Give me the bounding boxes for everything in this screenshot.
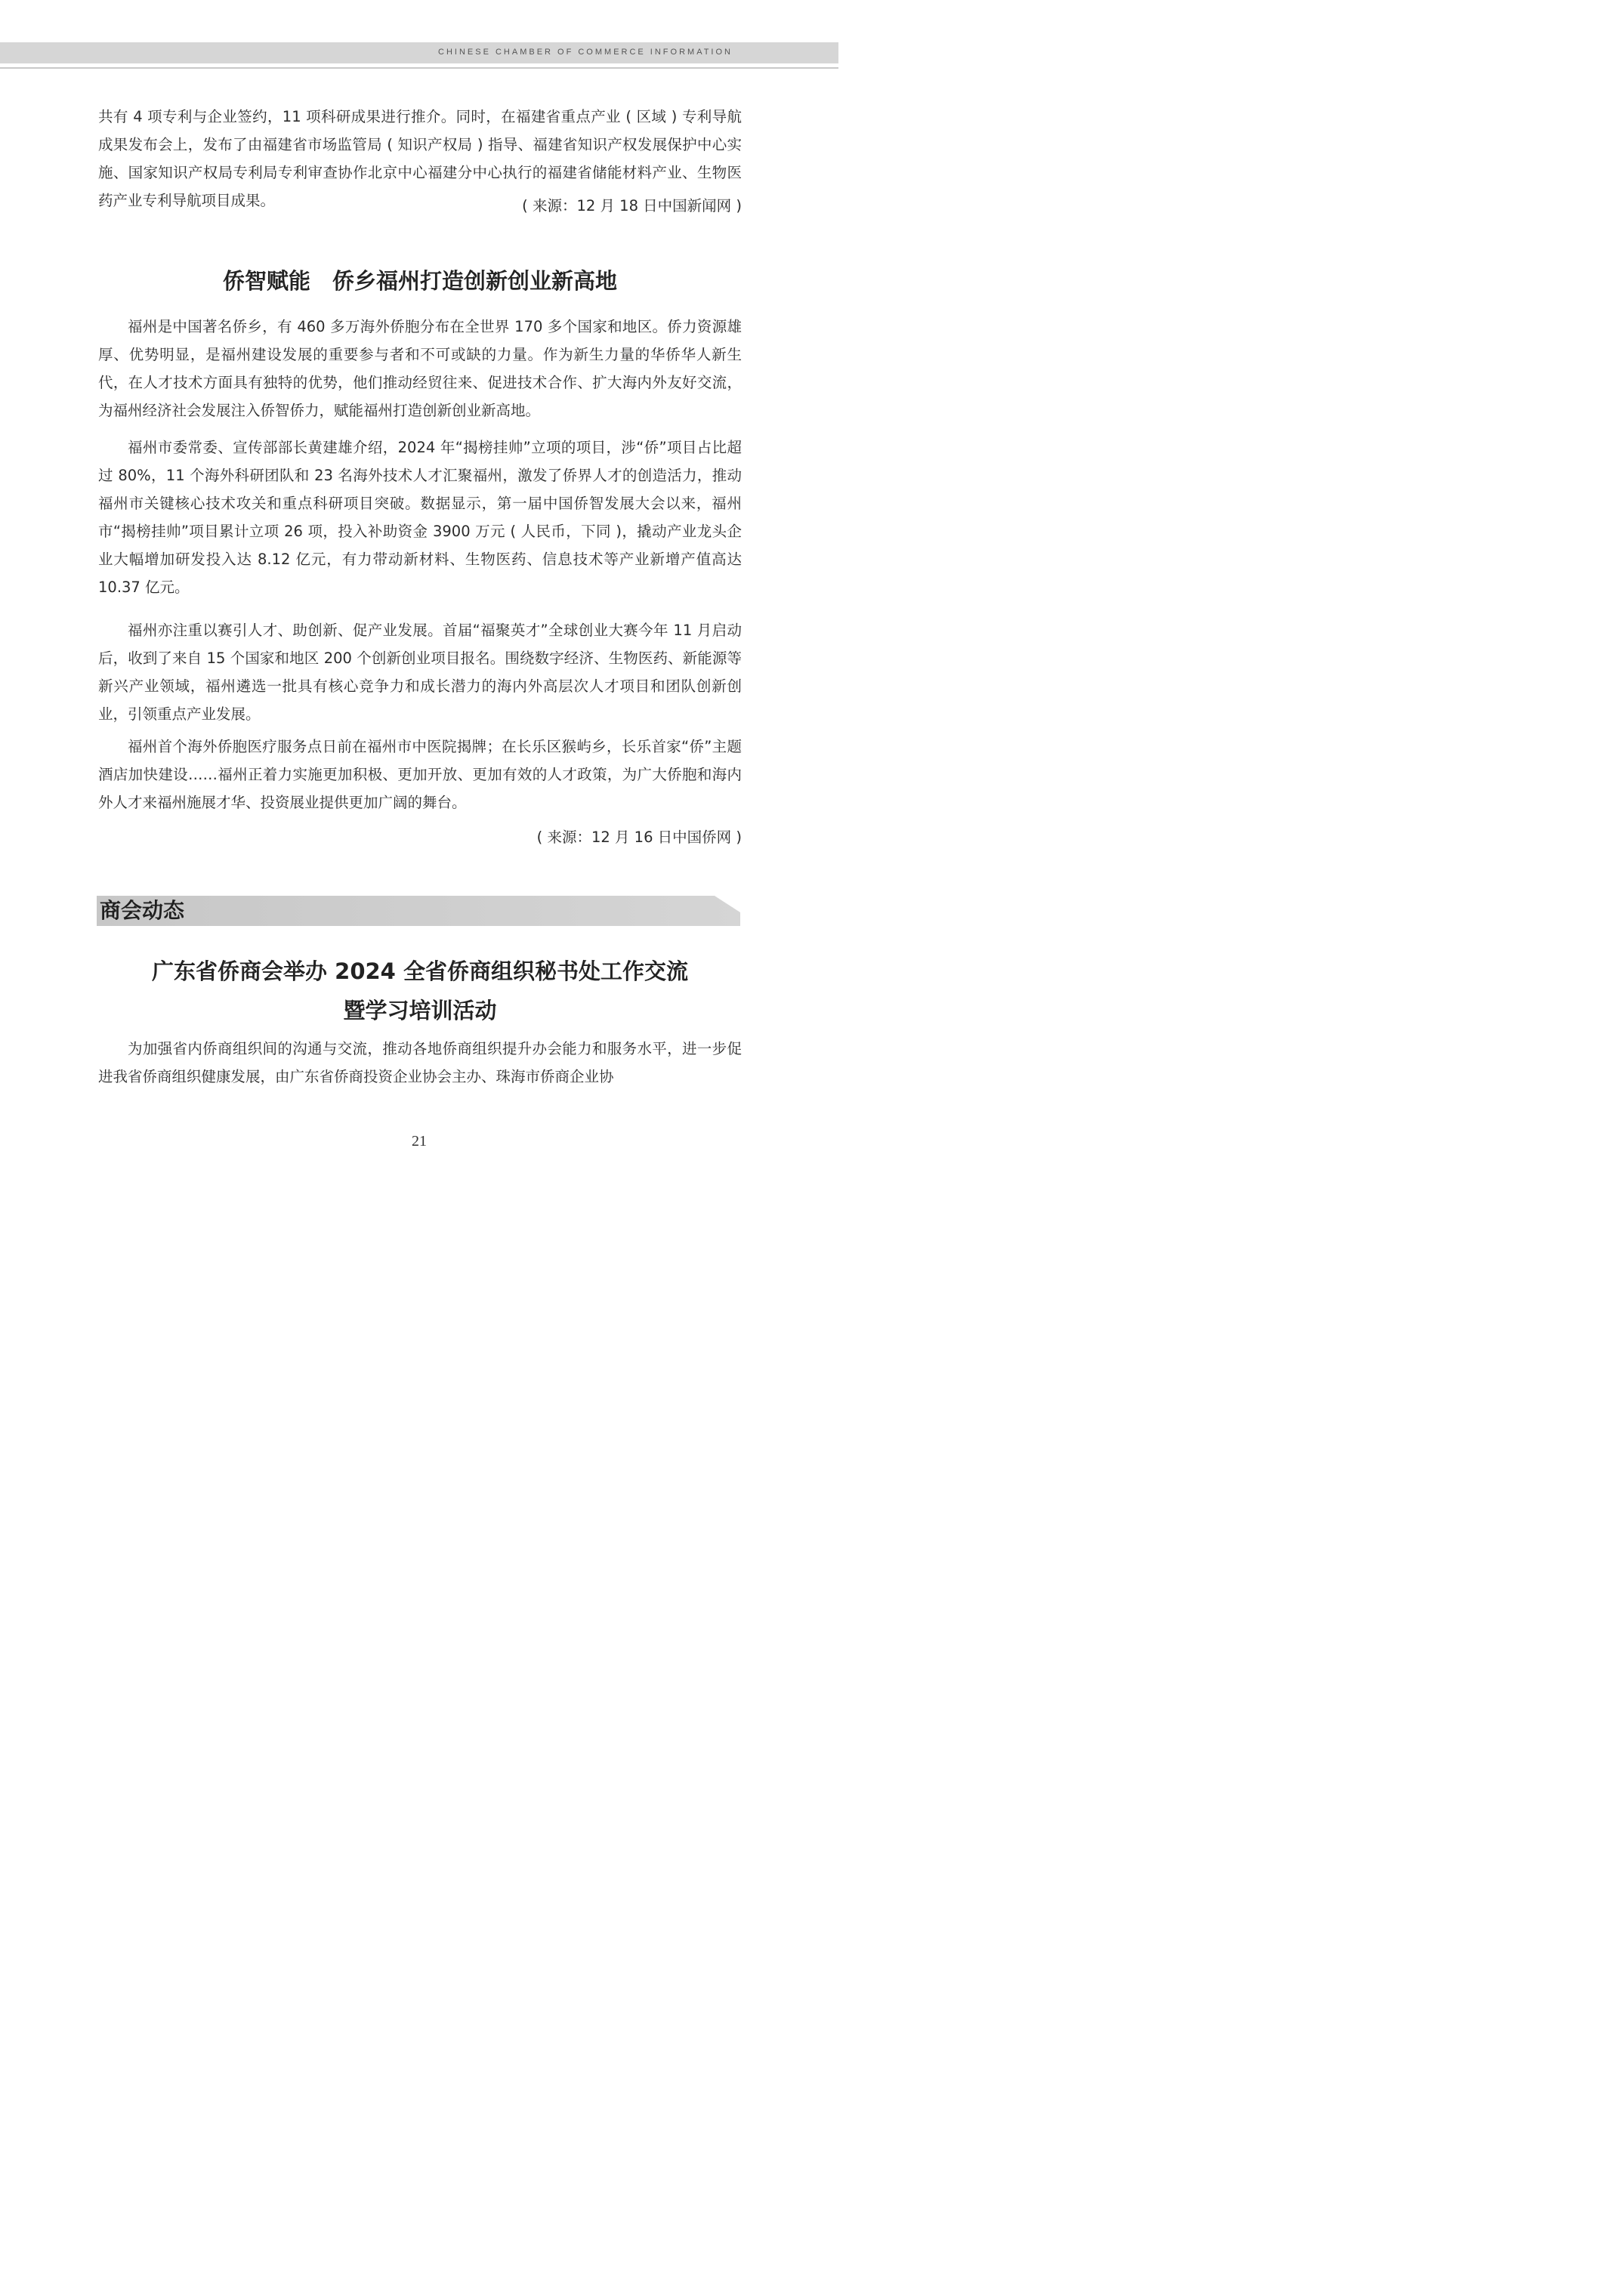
- page-number: 21: [412, 1133, 427, 1150]
- article-paragraph: 福州市委常委、宣传部部长黄建雄介绍，2024 年“揭榜挂帅”立项的项目，涉“侨”项目占比超过 80%，11 个海外科研团队和 23 名海外技术人才汇聚福州，激发了侨界人才的创造活力，推动福州市关键核心技术攻关和重点科研项目突破。数据显示，第一届中国侨智发展大会以来，福州市“揭榜挂帅”项目累计立项 26 项，投入补助资金 3900 万元 ( 人民币，下同 )，撬动产业龙头企业大幅增加研发投入达 8.12 亿元，有力带动新材料、生物医药、信息技术等产业新增产值高达 10.37 亿元。: [98, 439, 742, 596]
- section-title: 商会动态: [100, 898, 185, 923]
- continuation-source: ( 来源：12 月 18 日中国新闻网 ): [522, 197, 742, 214]
- article-paragraph: 福州是中国著名侨乡，有 460 多万海外侨胞分布在全世界 170 多个国家和地区。侨力资源雄厚、优势明显，是福州建设发展的重要参与者和不可或缺的力量。作为新生力量的华侨华人新生代，在人才技术方面具有独特的优势，他们推动经贸往来、促进技术合作、扩大海内外友好交流，为福州经济社会发展注入侨智侨力，赋能福州打造创新创业新高地。: [98, 318, 742, 419]
- article2-paragraph: 为加强省内侨商组织间的沟通与交流，推动各地侨商组织提升办会能力和服务水平，进一步促进我省侨商组织健康发展，由广东省侨商投资企业协会主办、珠海市侨商企业协: [98, 1040, 742, 1085]
- header-rule: [0, 67, 838, 69]
- article2-title-line1: 广东省侨商会举办 2024 全省侨商组织秘书处工作交流: [152, 958, 688, 984]
- article-source: ( 来源：12 月 16 日中国侨网 ): [536, 829, 742, 846]
- section-header-bar: [97, 896, 740, 926]
- article-title: 侨智赋能 侨乡福州打造创新创业新高地: [222, 268, 617, 294]
- publication-header: CHINESE CHAMBER OF COMMERCE INFORMATION: [438, 48, 733, 57]
- article-paragraph: 福州亦注重以赛引人才、助创新、促产业发展。首届“福聚英才”全球创业大赛今年 11 月启动后，收到了来自 15 个国家和地区 200 个创新创业项目报名。围绕数字经济、生物医药、新能源等新兴产业领域，福州遴选一批具有核心竞争力和成长潜力的海内外高层次人才项目和团队创新创业，引领重点产业发展。: [98, 622, 742, 723]
- article2-title-line2: 暨学习培训活动: [343, 998, 497, 1023]
- article-paragraph: 福州首个海外侨胞医疗服务点日前在福州市中医院揭牌；在长乐区猴屿乡，长乐首家“侨”主题酒店加快建设……福州正着力实施更加积极、更加开放、更加有效的人才政策，为广大侨胞和海内外人才来福州施展才华、投资展业提供更加广阔的舞台。: [98, 738, 742, 811]
- continuation-paragraph: 共有 4 项专利与企业签约，11 项科研成果进行推介。同时，在福建省重点产业 ( 区域 ) 专利导航成果发布会上，发布了由福建省市场监管局 ( 知识产权局 ) 指导、福建省知识产权发展保护中心实施、国家知识产权局专利局专利审查协作北京中心福建分中心执行的福建省储能材料产业、生物医药产业专利导航项目成果。: [98, 108, 742, 209]
